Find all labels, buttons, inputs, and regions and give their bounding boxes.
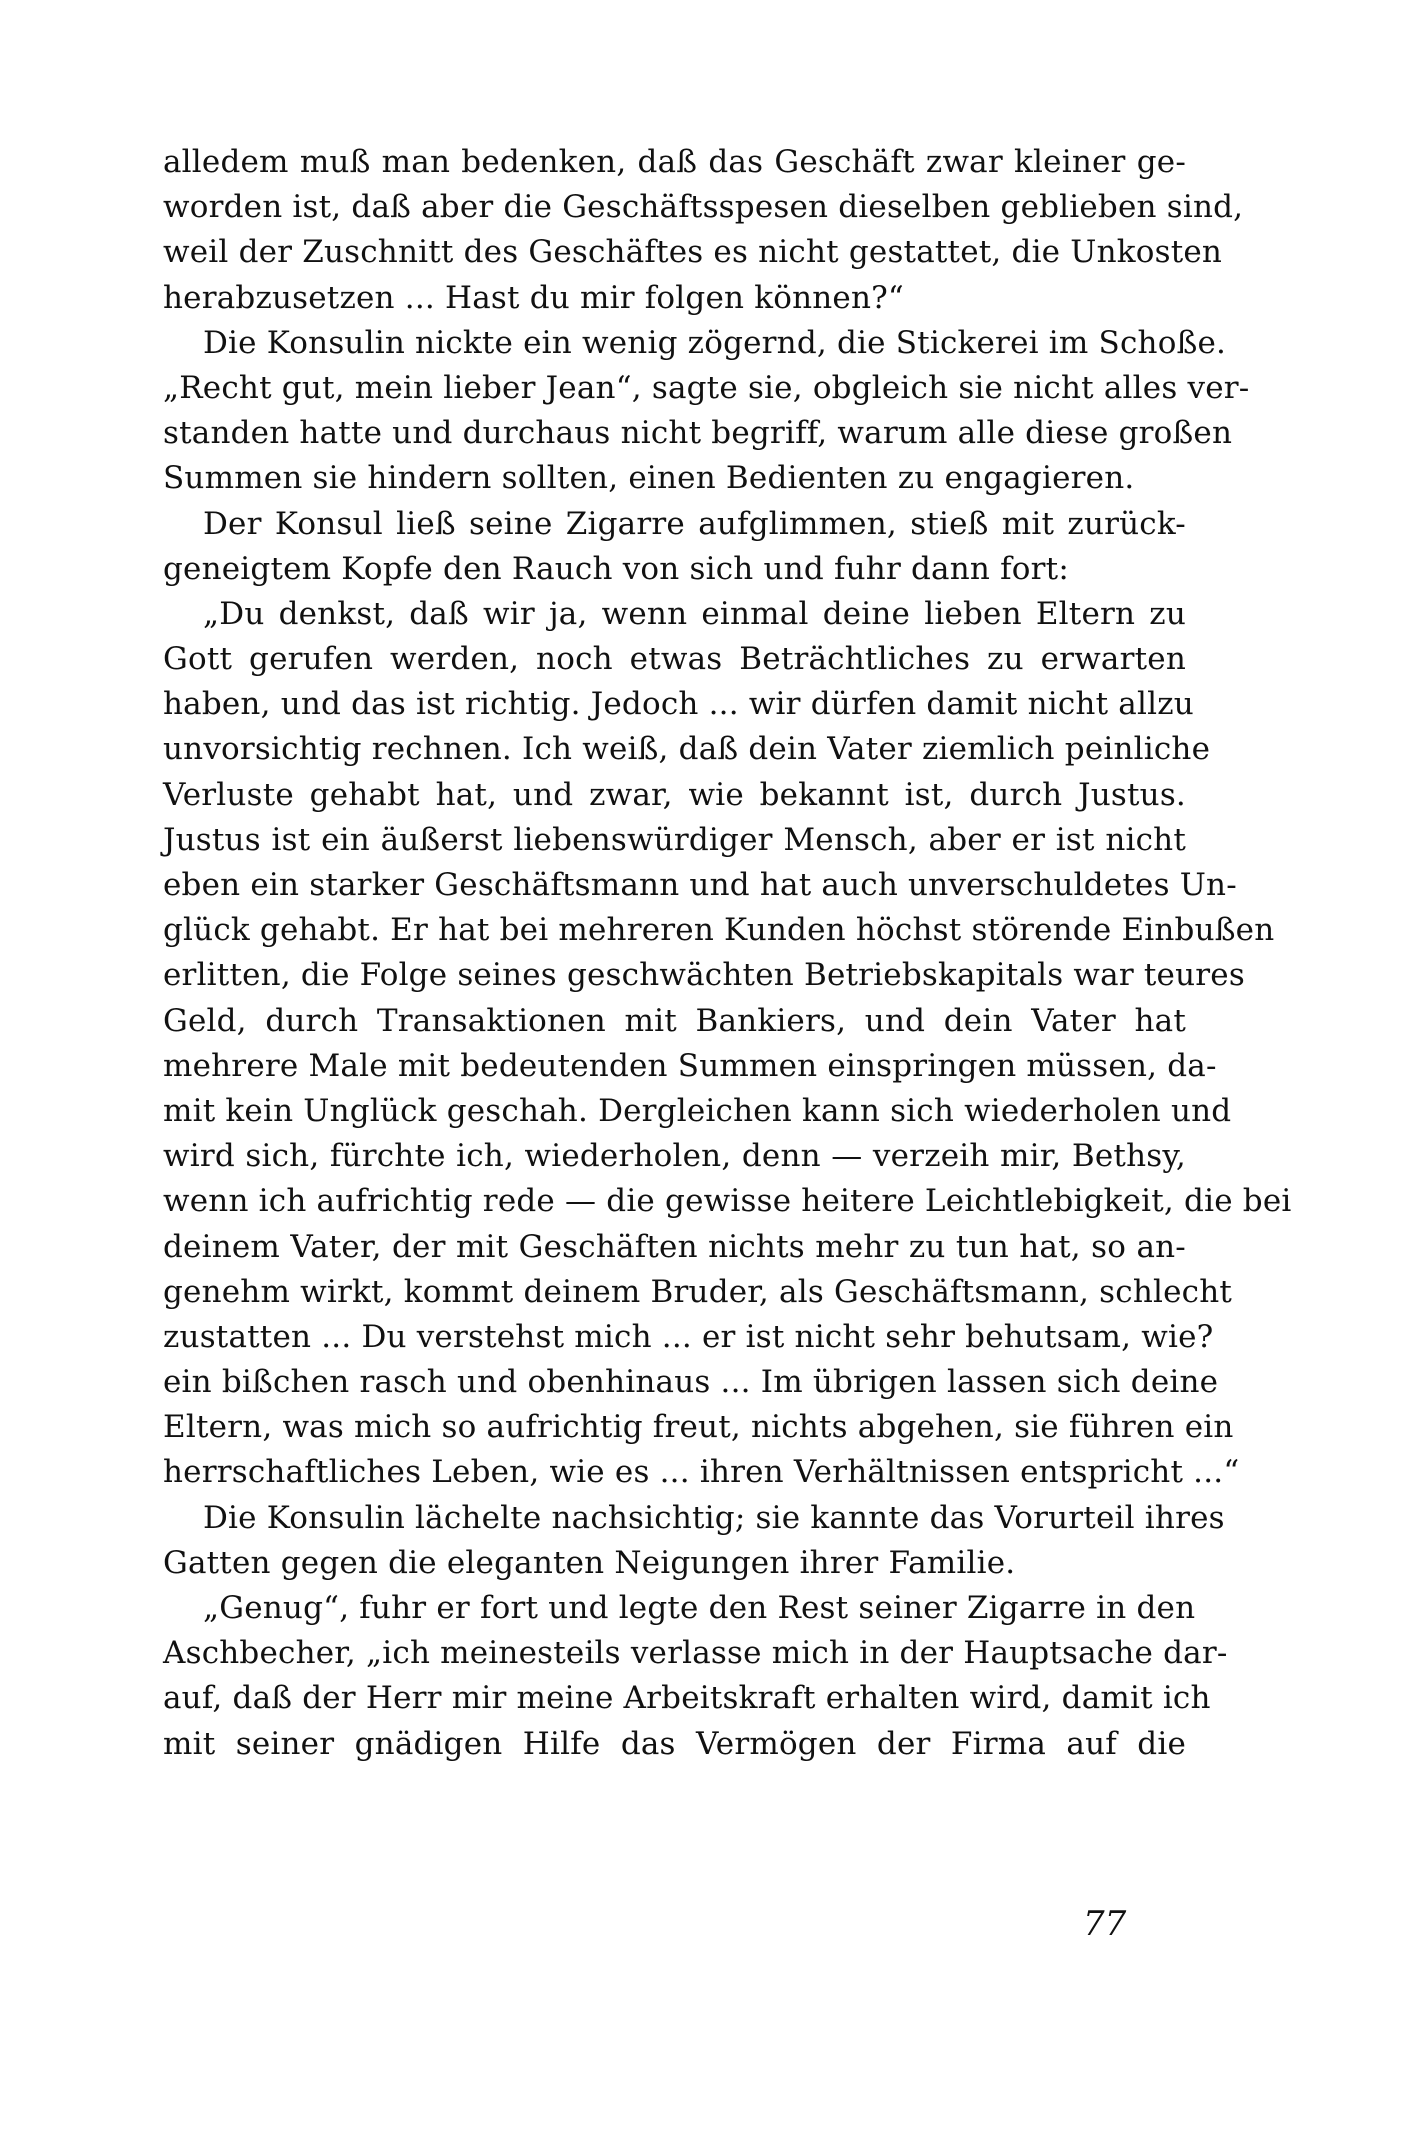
text-line: „Genug“, fuhr er fort und legte den Rest seiner Zigarre in den [203, 1590, 1196, 1626]
text-line: wird sich, fürchte ich, wiederholen, denn — verzeih mir, Bethsy, [163, 1138, 1186, 1175]
page-number: 77 [1083, 1904, 1127, 1944]
text-line: genehm wirkt, kommt deinem Bruder, als Geschäftsmann, schlecht [163, 1273, 1233, 1310]
text-line: Der Konsul ließ seine Zigarre aufglimmen, stieß mit zurück- [203, 505, 1186, 542]
text-line: Geld, durch Transaktionen mit Bankiers, und dein Vater hat [163, 1002, 1186, 1039]
text-line: Die Konsulin nickte ein wenig zögernd, die Stickerei im Schoße. [203, 324, 1227, 361]
text-line: glück gehabt. Er hat bei mehreren Kunden höchst störende Einbußen [163, 912, 1275, 949]
text-line: Eltern, was mich so aufrichtig freut, nichts abgehen, sie führen ein [163, 1409, 1234, 1446]
text-line: mehrere Male mit bedeutenden Summen einspringen müssen, da- [163, 1047, 1217, 1084]
text-line: mit seiner gnädigen Hilfe das Vermögen der Firma auf die [163, 1725, 1186, 1762]
text-line: geneigtem Kopfe den Rauch von sich und fuhr dann fort: [163, 550, 1069, 587]
text-line: weil der Zuschnitt des Geschäftes es nicht gestattet, die Unkosten [163, 234, 1223, 271]
text-line: alledem muß man bedenken, daß das Geschäft zwar kleiner ge- [163, 144, 1186, 180]
text-line: haben, und das ist richtig. Jedoch ... wir dürfen damit nicht allzu [163, 686, 1194, 723]
text-line: erlitten, die Folge seines geschwächten Betriebskapitals war teures [163, 957, 1245, 994]
text-line: unvorsichtig rechnen. Ich weiß, daß dein Vater ziemlich peinliche [163, 731, 1211, 768]
text-line: Aschbecher, „ich meinesteils verlasse mich in der Hauptsache dar- [163, 1635, 1228, 1672]
text-line: eben ein starker Geschäftsmann und hat auch unverschuldetes Un- [163, 867, 1237, 903]
text-line: deinem Vater, der mit Geschäften nichts mehr zu tun hat, so an- [163, 1228, 1186, 1265]
text-line: „Du denkst, daß wir ja, wenn einmal deine lieben Eltern zu [203, 595, 1186, 632]
text-line: zustatten ... Du verstehst mich ... er ist nicht sehr behutsam, wie? [163, 1318, 1214, 1355]
text-line: Verluste gehabt hat, und zwar, wie bekannt ist, durch Justus. [163, 776, 1186, 813]
text-line: worden ist, daß aber die Geschäftsspesen dieselben geblieben sind, [163, 189, 1244, 226]
text-line: mit kein Unglück geschah. Dergleichen kann sich wiederholen und [163, 1092, 1232, 1129]
text-line: Die Konsulin lächelte nachsichtig; sie kannte das Vorurteil ihres [203, 1499, 1225, 1536]
text-line: wenn ich aufrichtig rede — die gewisse heitere Leichtlebigkeit, die bei [163, 1183, 1292, 1220]
text-line: Summen sie hindern sollten, einen Bedienten zu engagieren. [163, 460, 1135, 497]
text-line: auf, daß der Herr mir meine Arbeitskraft erhalten wird, damit ich [163, 1680, 1211, 1717]
body-text [163, 140, 1292, 1767]
text-line: Gatten gegen die eleganten Neigungen ihrer Familie. [163, 1544, 1016, 1581]
text-line: Gott gerufen werden, noch etwas Beträchtliches zu erwarten [163, 641, 1186, 678]
text-line: „Recht gut, mein lieber Jean“, sagte sie, obgleich sie nicht alles ver- [163, 369, 1250, 406]
text-line: Justus ist ein äußerst liebenswürdiger Mensch, aber er ist nicht [163, 821, 1186, 858]
text-line: herrschaftliches Leben, wie es ... ihren Verhältnissen entspricht ...“ [163, 1454, 1240, 1491]
text-line: ein bißchen rasch und obenhinaus ... Im übrigen lassen sich deine [163, 1364, 1219, 1401]
text-line: standen hatte und durchaus nicht begriff, warum alle diese großen [163, 415, 1233, 452]
text-line: herabzusetzen ... Hast du mir folgen können?“ [163, 279, 904, 316]
